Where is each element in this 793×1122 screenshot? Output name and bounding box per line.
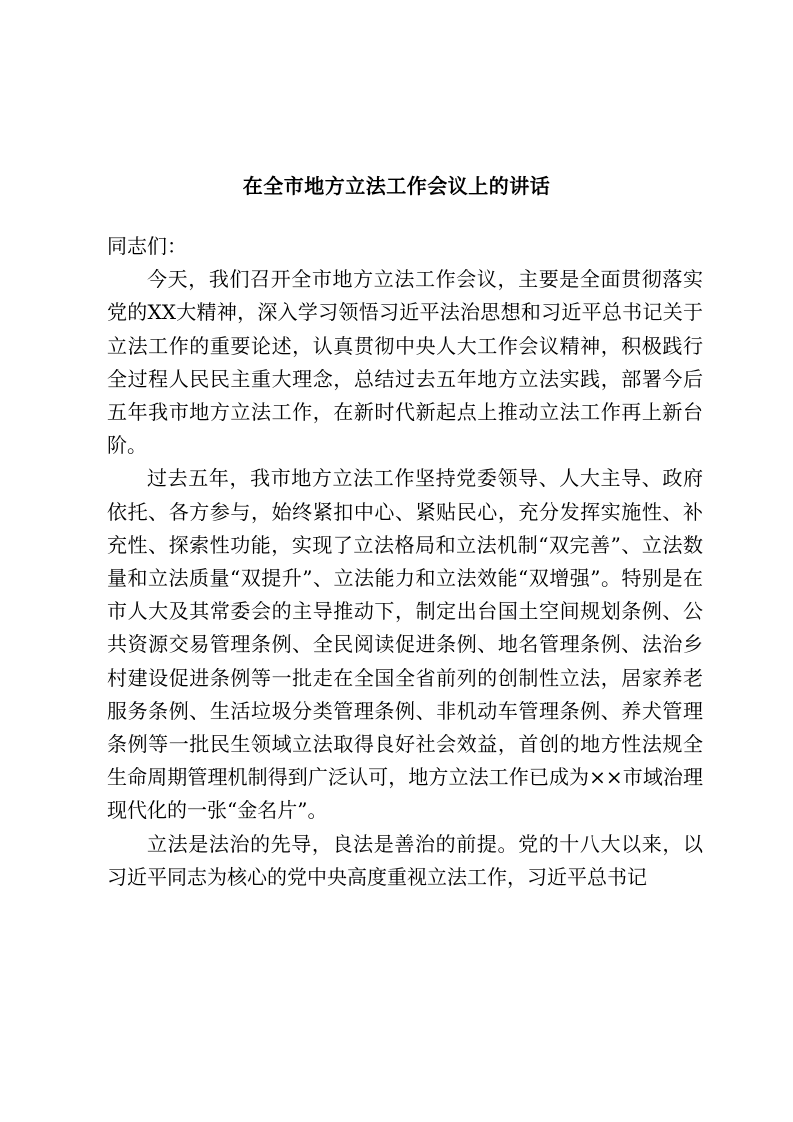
paragraph-opening: 今天，我们召开全市地方立法工作会议，主要是全面贯彻落实党的XX大精神，深入学习领悟习近平法治思想和习近平总书记关于立法工作的重要论述，认真贯彻中央人大工作会议精神，积极践行全过程人民民主重大理念，总结过去五年地方立法实践，部署今后五年我市地方立法工作，在新时代新起点上推动立法工作再上新台阶。	[107, 267, 703, 458]
paragraph-importance: 立法是法治的先导，良法是善治的前提。党的十八大以来，以习近平同志为核心的党中央高度重视立法工作，习近平总书记	[107, 831, 703, 889]
paragraph-review: 过去五年，我市地方立法工作坚持党委领导、人大主导、政府依托、各方参与，始终紧扣中心、紧贴民心，充分发挥实施性、补充性、探索性功能，实现了立法格局和立法机制“双完善”、立法数量和立法质量“双提升”、立法能力和立法效能“双增强”。特别是在市人大及其常委会的主导推动下，制定出台国土空间规划条例、公共资源交易管理条例、全民阅读促进条例、地名管理条例、法治乡村建设促进条例等一批走在全国全省前列的创制性立法，居家养老服务条例、生活垃圾分类管理条例、非机动车管理条例、养犬管理条例等一批民生领域立法取得良好社会效益，首创的地方性法规全生命周期管理机制得到广泛认可，地方立法工作已成为××市域治理现代化的一张“金名片”。	[107, 466, 703, 823]
document-body	[107, 230, 703, 894]
document-title: 在全市地方立法工作会议上的讲话	[242, 174, 551, 198]
salutation: 同志们：	[107, 234, 187, 258]
